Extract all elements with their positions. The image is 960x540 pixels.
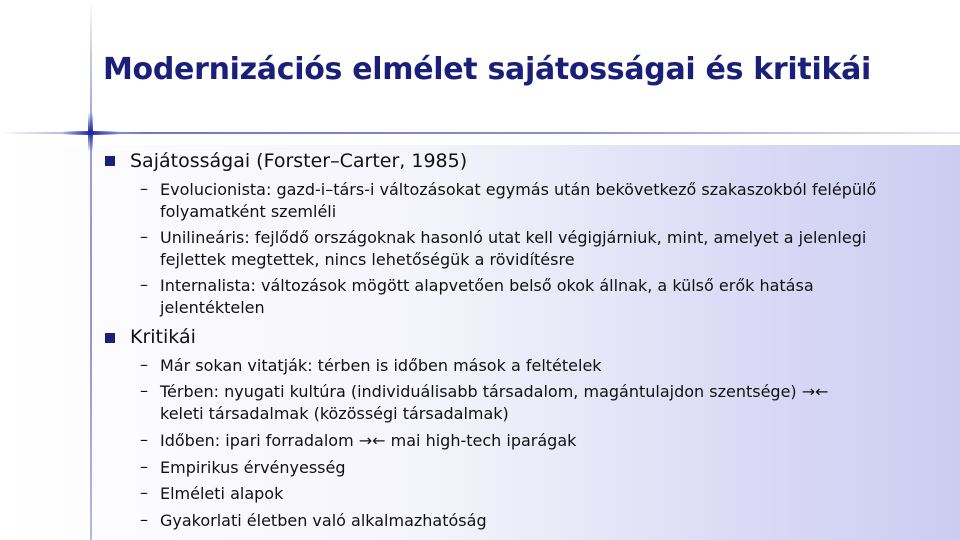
list-item xyxy=(160,275,814,319)
dash-marker: – xyxy=(140,275,148,294)
list-item-line: Időben: ipari forradalom →← mai high-tech iparágak xyxy=(160,431,577,450)
dash-marker: – xyxy=(140,430,148,449)
list-item xyxy=(160,457,346,479)
dash-marker: – xyxy=(140,227,148,246)
list-item-line: Empirikus érvényesség xyxy=(160,458,346,477)
list-item xyxy=(160,430,576,452)
horizontal-rule xyxy=(0,132,960,134)
list-item xyxy=(160,381,829,425)
list-item xyxy=(160,355,602,377)
section-heading: Sajátosságai (Forster–Carter, 1985) xyxy=(130,150,468,172)
square-bullet-icon xyxy=(105,333,115,343)
dash-marker: – xyxy=(140,355,148,374)
dash-marker: – xyxy=(140,381,148,400)
list-item-line: Elméleti alapok xyxy=(160,484,284,503)
list-item-line: Térben: nyugati kultúra (individuálisabb társadalom, magántulajdon szentsége) →← xyxy=(160,382,829,401)
list-item xyxy=(160,227,866,271)
list-item-line: folyamatként szemléli xyxy=(160,202,337,221)
section-heading: Kritikái xyxy=(130,326,196,348)
list-item-line: Már sokan vitatják: térben is időben mások a feltételek xyxy=(160,356,602,375)
list-item-line: jelentéktelen xyxy=(160,298,265,317)
square-bullet-icon xyxy=(105,156,115,166)
dash-marker: – xyxy=(140,179,148,198)
list-item-line: keleti társadalmak (közösségi társadalmak) xyxy=(160,404,509,423)
list-item xyxy=(160,179,876,223)
dash-marker: – xyxy=(140,510,148,529)
list-item-line: Unilineáris: fejlődő országoknak hasonló utat kell végigjárniuk, mint, amelyet a jelenlegi xyxy=(160,228,867,247)
slide-title: Modernizációs elmélet sajátosságai és kritikái xyxy=(103,52,872,87)
list-item-line: fejlettek megtettek, nincs lehetőségük a rövidítésre xyxy=(160,250,575,269)
list-item xyxy=(160,483,283,505)
vertical-rule xyxy=(90,0,92,540)
dash-marker: – xyxy=(140,457,148,476)
list-item-line: Gyakorlati életben való alkalmazhatóság xyxy=(160,511,487,530)
list-item-line: Internalista: változások mögött alapvetően belső okok állnak, a külső erők hatása xyxy=(160,276,814,295)
list-item-line: Evolucionista: gazd-i–társ-i változásokat egymás után bekövetkező szakaszokból felépülő xyxy=(160,180,877,199)
cross-accent-horizontal xyxy=(62,131,120,135)
list-item xyxy=(160,510,487,532)
dash-marker: – xyxy=(140,483,148,502)
